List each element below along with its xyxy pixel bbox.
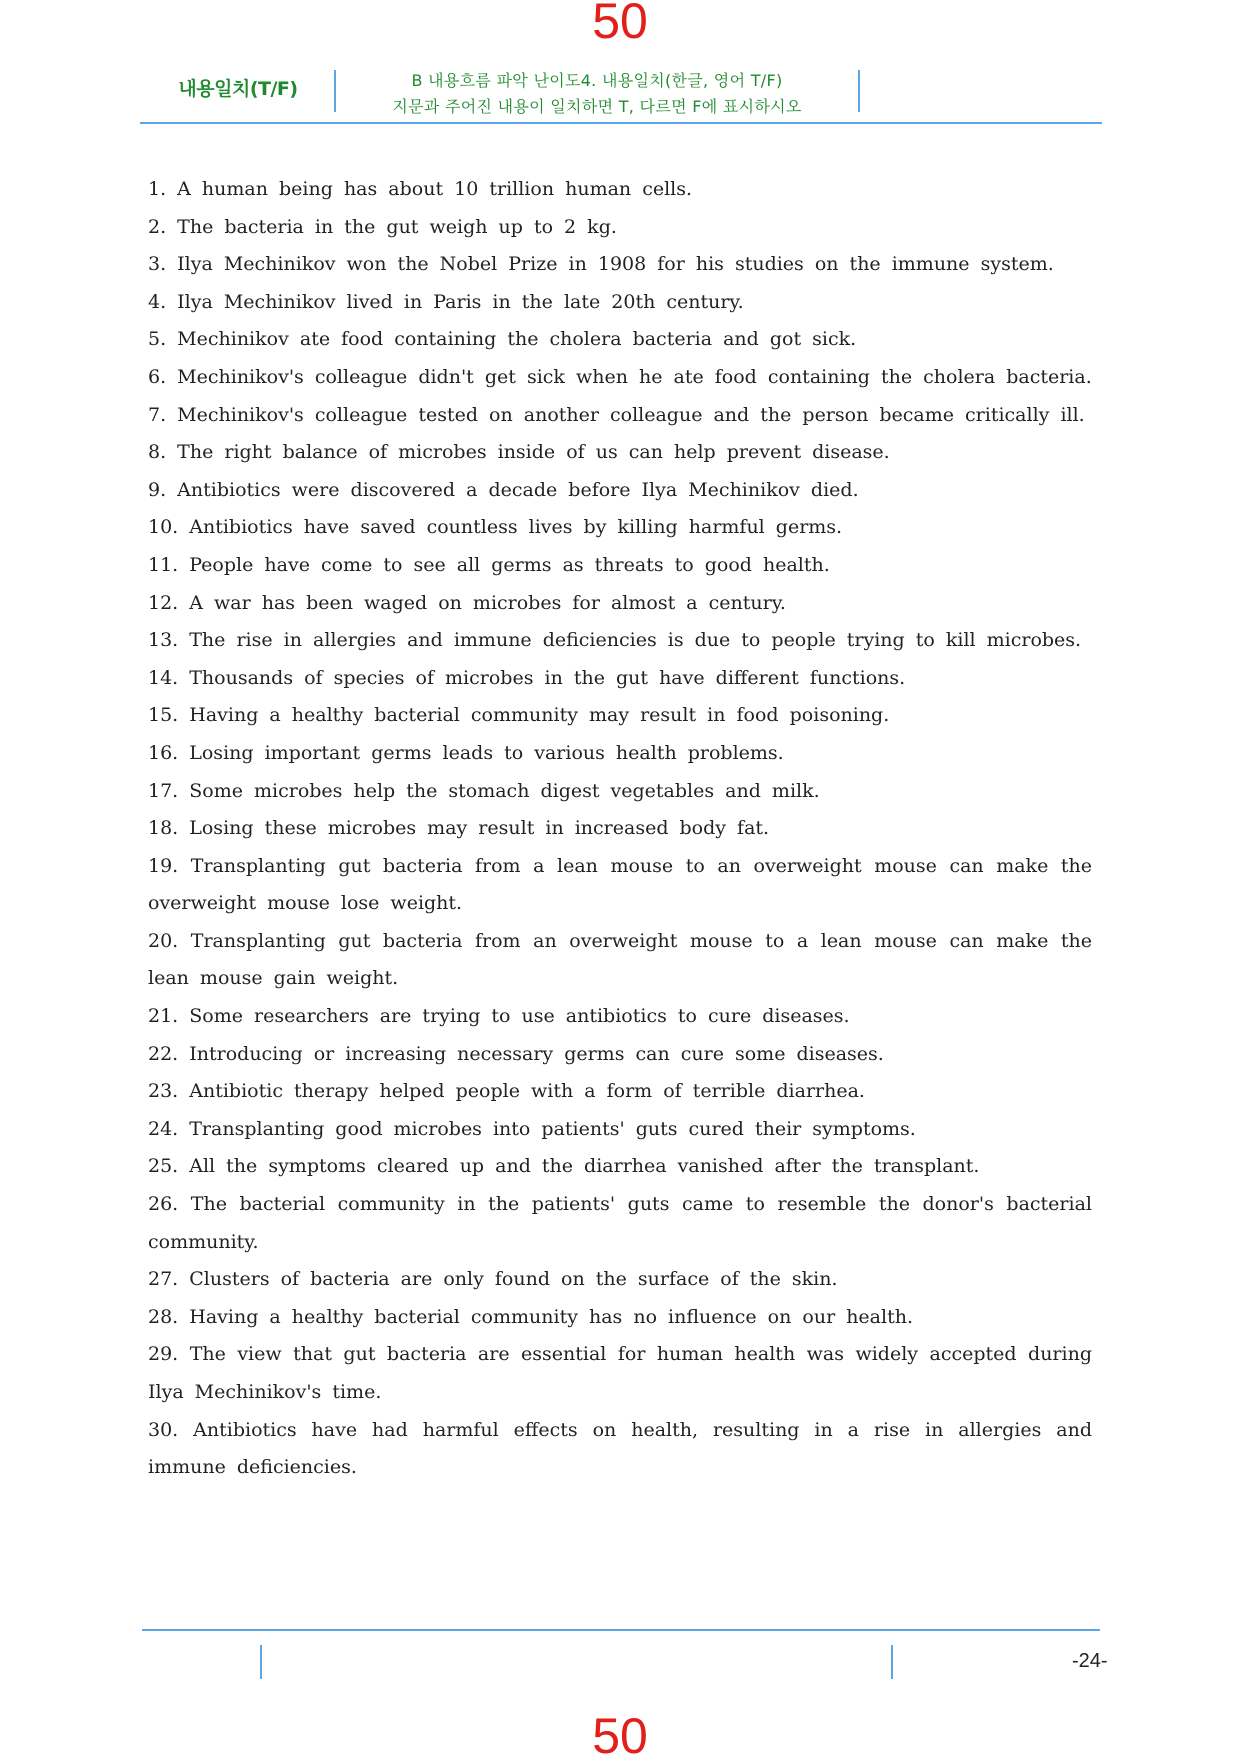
footer-rule [142, 1629, 1100, 1631]
question-list [148, 171, 1092, 1487]
question-item: 13. The rise in allergies and immune deficiencies is due to people trying to kill microbes. [148, 629, 1082, 652]
question-item: 25. All the symptoms cleared up and the diarrhea vanished after the transplant. [148, 1155, 980, 1178]
footer-divider-right [891, 1645, 893, 1679]
question-item: 28. Having a healthy bacterial community has no influence on our health. [148, 1305, 913, 1328]
header-divider-right [858, 70, 860, 112]
question-item: 29. The view that gut bacteria are essential for human health was widely accepted during Ilya Mechinikov's time. [148, 1343, 1092, 1403]
footer-divider-left [260, 1645, 262, 1679]
page-number-bottom: 50 [592, 1708, 648, 1764]
question-item: 2. The bacteria in the gut weigh up to 2 kg. [148, 215, 617, 238]
question-item: 6. Mechinikov's colleague didn't get sick when he ate food containing the cholera bacteria. [148, 365, 1092, 388]
page-number-top: 50 [592, 0, 648, 49]
page-header [140, 60, 1102, 124]
question-item: 11. People have come to see all germs as threats to good health. [148, 553, 830, 576]
question-item: 20. Transplanting gut bacteria from an overweight mouse to a lean mouse can make the lean mouse gain weight. [148, 929, 1092, 990]
question-item: 1. A human being has about 10 trillion human cells. [148, 178, 693, 200]
header-rule [140, 122, 1102, 124]
question-item: 12. A war has been waged on microbes for almost a century. [148, 591, 786, 614]
question-item: 19. Transplanting gut bacteria from a lean mouse to an overweight mouse can make the overweight mouse lose weight. [148, 854, 1092, 915]
question-item: 9. Antibiotics were discovered a decade before Ilya Mechinikov died. [148, 478, 859, 501]
question-item: 21. Some researchers are trying to use antibiotics to cure diseases. [148, 1005, 850, 1028]
footer-page-label: -24- [1072, 1650, 1108, 1672]
question-item: 27. Clusters of bacteria are only found on the surface of the skin. [148, 1268, 838, 1291]
question-item: 26. The bacterial community in the patients' guts came to resemble the donor's bacterial community. [148, 1193, 1092, 1253]
question-item: 5. Mechinikov ate food containing the cholera bacteria and got sick. [148, 328, 857, 351]
header-title: 내용일치(T/F) [178, 78, 298, 100]
question-item: 18. Losing these microbes may result in increased body fat. [148, 817, 770, 840]
question-item: 10. Antibiotics have saved countless lives by killing harmful germs. [148, 516, 843, 539]
question-item: 15. Having a healthy bacterial community may result in food poisoning. [148, 704, 890, 727]
question-item: 23. Antibiotic therapy helped people with a form of terrible diarrhea. [148, 1080, 865, 1103]
header-subtitle-line1: B 내용흐름 파악 난이도4. 내용일치(한글, 영어 T/F) [411, 71, 783, 90]
question-item: 24. Transplanting good microbes into patients' guts cured their symptoms. [148, 1117, 916, 1140]
question-item: 22. Introducing or increasing necessary germs can cure some diseases. [148, 1042, 884, 1065]
question-item: 30. Antibiotics have had harmful effects on health, resulting in a rise in allergies and immune deficiencies. [148, 1418, 1092, 1479]
question-item: 14. Thousands of species of microbes in the gut have different functions. [148, 666, 906, 689]
header-subtitle-line2: 지문과 주어진 내용이 일치하면 T, 다르면 F에 표시하시오 [392, 97, 802, 116]
question-item: 8. The right balance of microbes inside of us can help prevent disease. [148, 441, 890, 464]
question-item: 3. Ilya Mechinikov won the Nobel Prize in 1908 for his studies on the immune system. [148, 253, 1054, 276]
question-item: 16. Losing important germs leads to various health problems. [148, 741, 784, 764]
question-item: 7. Mechinikov's colleague tested on another colleague and the person became critically ill. [148, 403, 1085, 426]
question-item: 17. Some microbes help the stomach digest vegetables and milk. [148, 779, 820, 802]
question-item: 4. Ilya Mechinikov lived in Paris in the late 20th century. [148, 290, 744, 313]
